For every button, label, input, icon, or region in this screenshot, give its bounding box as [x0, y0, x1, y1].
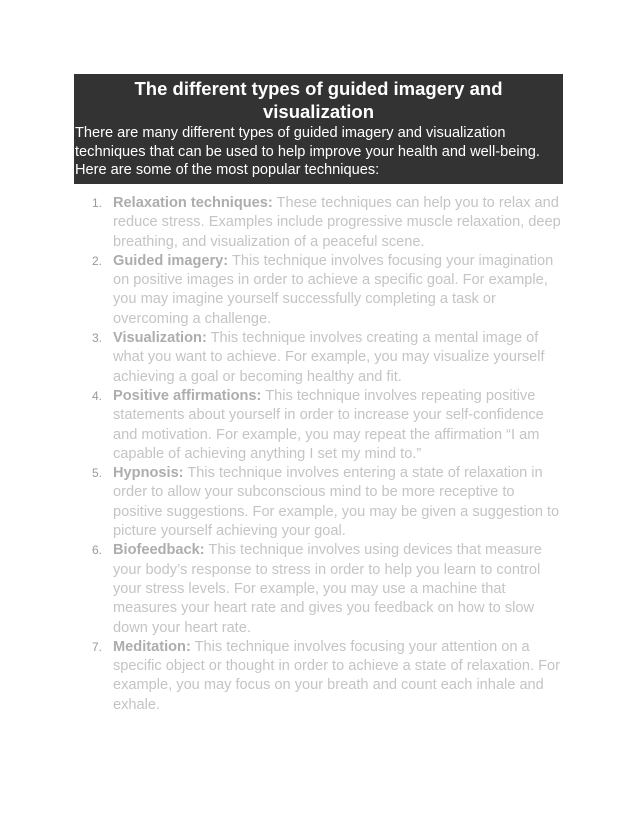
- technique-description-line: achieving a goal or becoming healthy and fit.: [113, 368, 402, 385]
- technique-name: Positive affirmations:: [113, 387, 262, 404]
- header-block: [74, 74, 563, 184]
- technique-item: [74, 329, 574, 387]
- technique-name: Guided imagery:: [113, 252, 229, 269]
- title-line: The different types of guided imagery and: [134, 78, 503, 99]
- technique-description-line: measures your heart rate and gives you feedback on how to slow: [113, 600, 535, 617]
- technique-description-line: down your heart rate.: [113, 619, 251, 636]
- technique-description-line: example, you may focus on your breath and count each inhale and: [113, 677, 544, 694]
- technique-name: Relaxation techniques:: [113, 195, 273, 211]
- item-number: 2.: [92, 253, 103, 268]
- item-number: 4.: [92, 388, 103, 403]
- technique-item: [74, 638, 574, 715]
- intro-line: Here are some of the most popular techniques:: [75, 162, 380, 178]
- technique-description-line: overcoming a challenge.: [113, 310, 272, 327]
- technique-item: [74, 464, 574, 541]
- technique-description-line: This technique involves repeating positive: [261, 387, 536, 404]
- technique-description-line: reduce stress. Examples include progressive muscle relaxation, deep: [113, 214, 561, 231]
- technique-description-line: on positive images in order to achieve a specific goal. For example,: [113, 272, 548, 289]
- technique-item: [74, 252, 574, 329]
- technique-description-line: This technique involves focusing your imagination: [228, 252, 554, 269]
- intro-line: techniques that can be used to help improve your health and well-being.: [75, 143, 540, 160]
- technique-name: Visualization:: [113, 330, 207, 347]
- technique-item: [74, 541, 574, 637]
- title-line: visualization: [262, 101, 375, 122]
- technique-description-line: positive suggestions. For example, you may be given a suggestion to: [113, 503, 560, 520]
- technique-item: [74, 387, 574, 464]
- intro-line: There are many different types of guided imagery and visualization: [75, 125, 506, 141]
- technique-name: Meditation:: [113, 638, 191, 655]
- technique-description-line: specific object or thought in order to achieve a state of relaxation. For: [113, 658, 560, 675]
- technique-name: Hypnosis:: [113, 465, 184, 482]
- item-number: 5.: [92, 466, 103, 481]
- technique-list: [74, 194, 574, 715]
- item-number: 7.: [92, 639, 103, 654]
- technique-description-line: and motivation. For example, you may repeat the affirmation “I am: [113, 426, 540, 443]
- technique-name: Biofeedback:: [113, 542, 205, 559]
- item-number: 6.: [92, 543, 103, 558]
- technique-description-line: picture yourself achieving your goal.: [113, 523, 346, 540]
- page-title: [74, 74, 563, 123]
- technique-description-line: order to allow your subconscious mind to be more receptive to: [113, 484, 515, 501]
- technique-description-line: These techniques can help you to relax and: [272, 195, 559, 211]
- technique-description-line: you may imagine yourself successfully completing a task or: [113, 291, 496, 308]
- intro-paragraph: [74, 123, 563, 180]
- technique-item: [74, 194, 574, 252]
- technique-description-line: your stress levels. For example, you may use a machine that: [113, 580, 506, 597]
- technique-description-line: your body’s response to stress in order to help you learn to control: [113, 561, 541, 578]
- technique-description-line: exhale.: [113, 696, 161, 713]
- technique-description-line: statements about yourself in order to increase your self-confidence: [113, 407, 544, 424]
- technique-description-line: what you want to achieve. For example, you may visualize yourself: [113, 349, 545, 366]
- technique-description-line: This technique involves creating a mental image of: [206, 330, 539, 347]
- technique-description-line: This technique involves using devices that measure: [204, 542, 542, 559]
- item-number: 1.: [92, 196, 103, 210]
- technique-description-line: capable of achieving anything I set my mind to.”: [113, 445, 422, 462]
- technique-description-line: breathing, and visualization of a peaceful scene.: [113, 233, 425, 250]
- item-number: 3.: [92, 331, 103, 346]
- technique-description-line: This technique involves focusing your attention on a: [190, 638, 530, 655]
- technique-description-line: This technique involves entering a state of relaxation in: [183, 465, 543, 482]
